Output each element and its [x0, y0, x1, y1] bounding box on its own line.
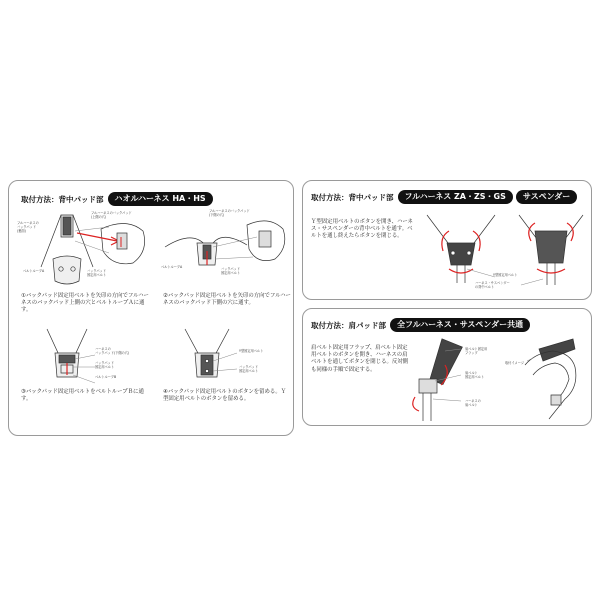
caption-step-3: ③バックパッド固定用ベルトをベルトループＢに通す。 — [21, 389, 144, 403]
caption-step-2: ②バックパッド固定用ベルトを矢印の方向でフルハーネスのバックパッド下側の穴に通す。 — [163, 293, 291, 307]
figure-step-2 — [157, 207, 289, 291]
figure-step-1 — [17, 207, 155, 291]
note-back-pad-top: フルハーネスのバックパッド (上側の穴) — [91, 211, 132, 219]
note-fix-belt: バックパッド 固定用ベルト — [239, 365, 259, 373]
note-shoulder-belt: ハーネスの 肩ベルト — [465, 399, 481, 407]
panel-title — [311, 318, 533, 332]
panel-title — [311, 190, 580, 204]
figure-step-4 — [157, 325, 289, 389]
note-flap: 肩ベルト固定用 フラップ — [465, 347, 488, 355]
note-fix-belt: 肩ベルト 固定用ベルト — [465, 371, 485, 379]
caption-step-1: ①バックパッド固定用ベルトを矢印の方向でフルハーネスのバックパッド上側の穴とベルトループＡに通す。 — [21, 293, 149, 314]
note-y-belt: Y型固定用ベルト — [493, 273, 518, 277]
caption-step-4: ④バックパッド固定用ベルトのボタンを留める。Ｙ型固定用ベルトのボタンを留める。 — [163, 389, 287, 403]
panel-label: 取付方法：肩パッド部 — [311, 320, 386, 330]
figure-step-3 — [17, 325, 149, 389]
note-belt-loop-b: ベルトループB — [95, 375, 117, 379]
instruction-panel-shoulder-pad — [302, 308, 592, 426]
note-fix-belt: バックパッド 固定用ベルト — [95, 361, 115, 369]
model-badge: フルハーネス ZA・ZS・GS — [398, 190, 513, 204]
note-fix-belt: バックパッド 固定用ベルト — [87, 269, 107, 277]
note-back-belt: ハーネス・サスペンダー の背中ベルト — [475, 281, 510, 289]
instruction-text: 肩ベルト固定用フラップ、肩ベルト固定用ベルトのボタンを開き、ハーネスの肩ベルトを通してボタンを閉じる。反対側も同様の手順で固定する。 — [311, 345, 409, 373]
panel-label: 取付方法：背中パッド部 — [311, 192, 394, 202]
figure-shoulder-pad — [415, 335, 587, 423]
note-belt-loop-a: ベルトループA — [161, 265, 183, 269]
note-y-belt: Y型固定用ベルト — [239, 349, 264, 353]
note-belt-loop-a: ベルトループA — [23, 269, 45, 273]
instruction-panel-full-harness — [302, 180, 592, 300]
note-full-harness: フルハーネスの バックパッド (裏面) — [17, 221, 39, 233]
note-back-pad: ハーネスの バックパッド(下側の穴) — [95, 347, 130, 355]
instruction-panel-haol-harness — [8, 180, 294, 436]
instruction-text: Ｙ型固定用ベルトのボタンを開き、ハーネス・サスペンダーの背中ベルトを通す。ベルトを通し終えたらボタンを閉じる。 — [311, 219, 413, 240]
panel-label: 取付方法：背中パッド部 — [21, 194, 104, 204]
model-badge: 全フルハーネス・サスペンダー共通 — [390, 318, 530, 332]
model-badge: ハオルハーネス HA・HS — [108, 192, 213, 206]
model-badge-suspender: サスペンダー — [516, 190, 577, 204]
note-fix-belt: バックパッド 固定用ベルト — [221, 267, 241, 275]
note-back-pad-bottom: フルハーネスのバックパッド (下側の穴) — [209, 209, 250, 217]
panel-title — [21, 192, 216, 206]
note-image: 取付イメージ — [505, 361, 525, 365]
